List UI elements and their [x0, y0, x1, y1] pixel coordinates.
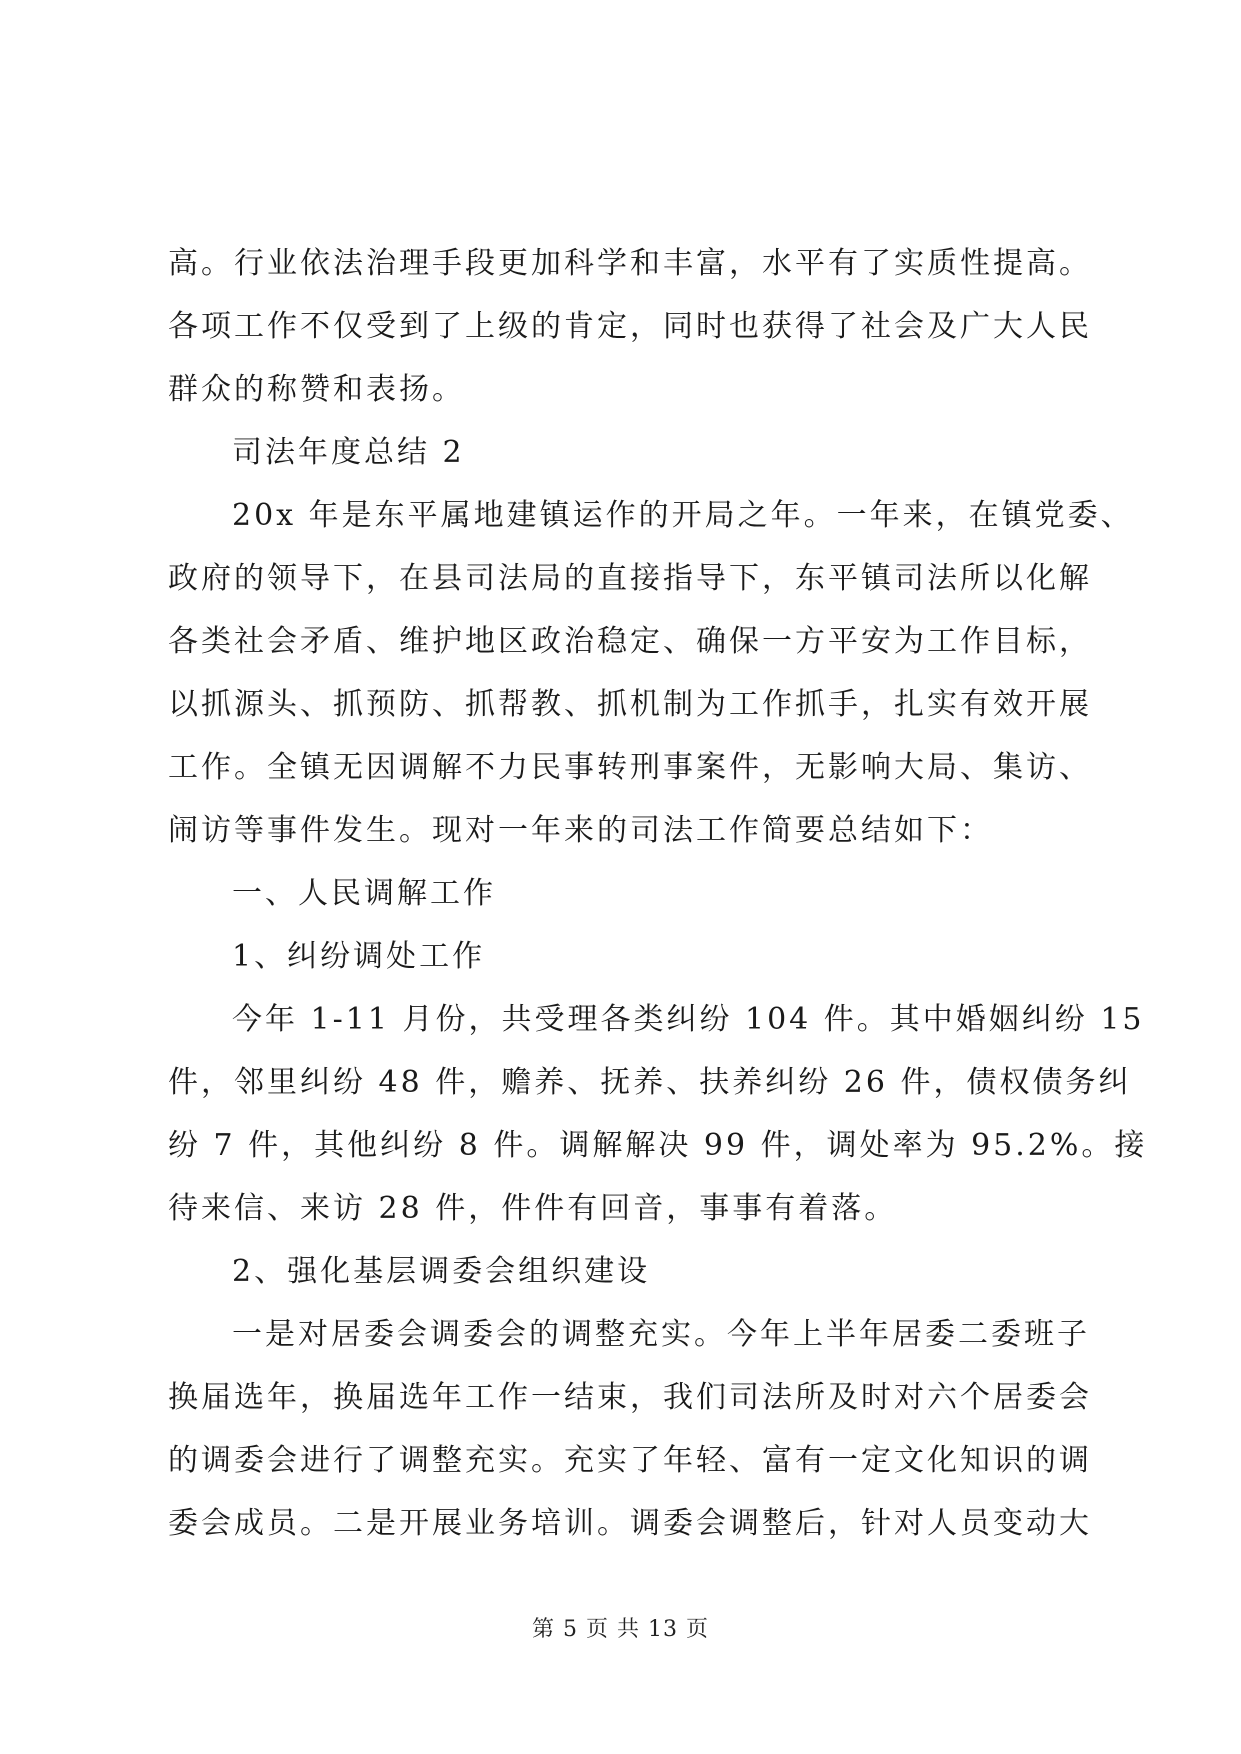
text-line: 群众的称赞和表扬。 [168, 372, 465, 407]
text-line: 高。行业依法治理手段更加科学和丰富，水平有了实质性提高。 [168, 246, 1092, 281]
text-line: 各类社会矛盾、维护地区政治稳定、确保一方平安为工作目标， [168, 624, 1092, 659]
text-line: 纷 7 件，其他纠纷 8 件。调解解决 99 件，调处率为 95.2%。接 [168, 1128, 1148, 1163]
text-line: 各项工作不仅受到了上级的肯定，同时也获得了社会及广大人民 [168, 309, 1092, 344]
text-line: 2、强化基层调委会组织建设 [232, 1254, 651, 1289]
text-line: 一、人民调解工作 [232, 876, 496, 911]
text-line: 委会成员。二是开展业务培训。调委会调整后，针对人员变动大 [168, 1506, 1092, 1541]
text-line: 司法年度总结 2 [232, 435, 465, 470]
text-line: 闹访等事件发生。现对一年来的司法工作简要总结如下： [168, 813, 993, 848]
text-line: 的调委会进行了调整充实。充实了年轻、富有一定文化知识的调 [168, 1443, 1092, 1478]
document-body [168, 232, 1148, 1555]
text-line: 一是对居委会调委会的调整充实。今年上半年居委二委班子 [232, 1317, 1090, 1352]
text-line: 20x 年是东平属地建镇运作的开局之年。一年来，在镇党委、 [232, 498, 1134, 533]
text-line: 待来信、来访 28 件，件件有回音，事事有着落。 [168, 1191, 898, 1226]
text-line: 换届选年，换届选年工作一结束，我们司法所及时对六个居委会 [168, 1380, 1092, 1415]
text-line: 1、纠纷调处工作 [232, 939, 486, 974]
text-line: 以抓源头、抓预防、抓帮教、抓机制为工作抓手，扎实有效开展 [168, 687, 1092, 722]
text-line: 今年 1-11 月份，共受理各类纠纷 104 件。其中婚姻纠纷 15 [232, 1002, 1145, 1037]
text-line: 政府的领导下，在县司法局的直接指导下，东平镇司法所以化解 [168, 561, 1092, 596]
text-line: 工作。全镇无因调解不力民事转刑事案件，无影响大局、集访、 [168, 750, 1092, 785]
text-line: 件，邻里纠纷 48 件，赡养、抚养、扶养纠纷 26 件，债权债务纠 [168, 1065, 1132, 1100]
page-footer: 第 5 页 共 13 页 [532, 1617, 709, 1642]
